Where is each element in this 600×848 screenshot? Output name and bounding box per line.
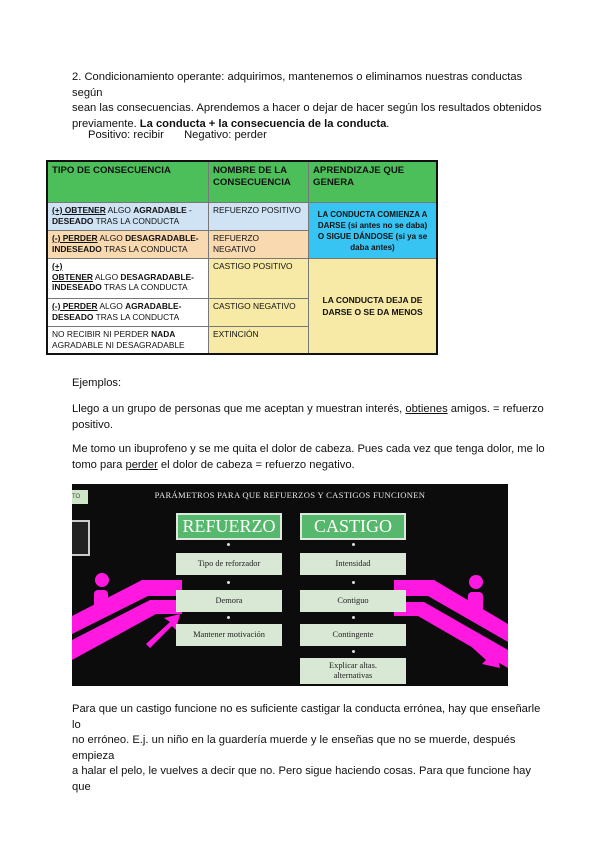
name-castigo-negativo: CASTIGO NEGATIVO (208, 298, 308, 326)
closing-paragraph (72, 702, 552, 795)
connector-dot (227, 616, 230, 619)
cell-emph: AGRADABLE- (125, 301, 182, 311)
intro-text: previamente. (72, 117, 140, 130)
cell-sign: (+) (52, 261, 63, 271)
example-text: Llego a un grupo de personas que me aceptan y muestran interés, (72, 403, 406, 415)
learning-refuerzo: LA CONDUCTA COMIENZA A DARSE (si antes no se daba) O SIGUE DÁNDOSE (si ya se daba antes) (308, 202, 436, 258)
refuerzo-item-motivacion: Mantener motivación (176, 624, 282, 646)
example-emph: obtienes (405, 403, 448, 415)
left-figure-body (94, 590, 108, 612)
connector-dot (352, 650, 355, 653)
closing-line-1: Para que un castigo funcione no es suficiente castigar la conducta errónea, hay que enseñarle lo (72, 703, 541, 731)
cell-text: NO RECIBIR NI PERDER (52, 329, 152, 339)
example-1-line-1 (72, 402, 552, 418)
name-refuerzo-negativo: REFUERZO NEGATIVO (208, 230, 308, 258)
header-nombre: NOMBRE DE LA CONSECUENCIA (208, 162, 308, 202)
connector-dot (352, 581, 355, 584)
cell-text: ALGO (97, 233, 126, 243)
legend-negativo: Negativo: perder (184, 129, 267, 141)
explicar-line-1: Explicar altas. (329, 661, 377, 670)
intro-paragraph (72, 70, 552, 132)
cell-text: TRAS LA CONDUCTA (93, 215, 180, 226)
refuerzo-item-tipo: Tipo de reforzador (176, 553, 282, 575)
cell-text: AGRADABLE NI DESAGRADABLE (52, 339, 185, 350)
castigo-item-contiguo: Contiguo (300, 590, 406, 612)
cell-text: ALGO (105, 205, 134, 215)
cell-emph: AGRADABLE (133, 205, 187, 215)
example-1-line-2: positivo. (72, 418, 114, 431)
name-refuerzo-positivo: REFUERZO POSITIVO (208, 202, 308, 230)
learning-castigo: LA CONDUCTA DEJA DE DARSE O SE DA MENOS (308, 258, 436, 353)
right-figure-head (469, 575, 483, 589)
cell-text: TRAS LA CONDUCTA (101, 282, 188, 292)
cell-text: ALGO (97, 301, 126, 311)
example-text: tomo para (72, 458, 126, 471)
intro-period: . (386, 117, 390, 130)
cell-text: TRAS LA CONDUCTA (93, 311, 180, 322)
connector-dot (227, 581, 230, 584)
cell-emph: OBTENER (52, 271, 93, 282)
castigo-item-explicar (300, 658, 406, 684)
intro-formula: La conducta + la consecuencia de la conducta (139, 117, 387, 130)
example-emph: perder (125, 458, 158, 471)
parameters-title: PARÁMETROS PARA QUE REFUERZOS Y CASTIGOS FUNCIONEN (154, 490, 426, 500)
connector-dot (352, 543, 355, 546)
intro-line-2: sean las consecuencias. Aprendemos a hacer o dejar de hacer según los resultados obtenidos (72, 102, 542, 114)
header-tipo: TIPO DE CONSECUENCIA (48, 162, 208, 202)
cell-text: - (186, 205, 192, 215)
parameters-image (72, 484, 508, 686)
consequences-table (46, 160, 438, 355)
example-text: el dolor de cabeza = refuerzo negativo. (157, 458, 355, 471)
legend-line (88, 128, 568, 144)
left-figure-head (95, 573, 109, 587)
castigo-header: CASTIGO (300, 513, 406, 540)
escalator-graphics (72, 484, 508, 686)
cell-emph: DESAGRADABLE- (125, 233, 199, 243)
castigo-item-intensidad: Intensidad (300, 553, 406, 575)
example-2 (72, 442, 552, 473)
intro-line-1: 2. Condicionamiento operante: adquirimos, mantenemos o eliminamos nuestras conductas según (72, 71, 523, 99)
table-row (48, 326, 208, 353)
example-text: amigos. = refuerzo (447, 403, 544, 415)
closing-line-2: no erróneo. E.j. un niño en la guardería muerde y le enseñas que no se muerde, después empieza (72, 734, 516, 762)
cell-sign: (-) PERDER (52, 233, 98, 243)
refuerzo-header: REFUERZO (176, 513, 282, 540)
cell-emph: DESEADO (52, 311, 94, 322)
corner-label: TO (72, 490, 88, 504)
cell-emph: DESEADO (52, 215, 94, 226)
cell-sign: (-) PERDER (52, 301, 98, 311)
cell-emph: NADA (151, 329, 176, 339)
cell-sign: (+) OBTENER (52, 205, 106, 215)
left-arrow-icon (146, 614, 180, 648)
name-extincion: EXTINCIÓN (208, 326, 308, 353)
table-row (48, 298, 208, 326)
examples-label: Ejemplos: (72, 377, 122, 389)
right-figure-body (468, 592, 483, 616)
name-castigo-positivo: CASTIGO POSITIVO (208, 258, 308, 298)
table-row (48, 258, 208, 298)
legend-positivo: Positivo: recibir (88, 129, 164, 141)
table-row (48, 202, 208, 230)
cell-emph: DESAGRADABLE-INDESEADO (52, 271, 194, 292)
explicar-line-2: alternativas (333, 671, 373, 680)
castigo-item-contingente: Contingente (300, 624, 406, 646)
closing-line-3: a halar el pelo, le vuelves a decir que no. Pero sigue haciendo cosas. Para que funcione hay que (72, 765, 531, 793)
header-aprendizaje: APRENDIZAJE QUE GENERA (308, 162, 436, 202)
example-1 (72, 402, 552, 433)
cell-text: ALGO (92, 271, 121, 282)
refuerzo-item-demora: Demora (176, 590, 282, 612)
table-row (48, 230, 208, 258)
cell-emph: INDESEADO (52, 243, 102, 254)
connector-dot (227, 543, 230, 546)
connector-dot (352, 616, 355, 619)
example-2-line-2 (72, 458, 552, 474)
cell-text: TRAS LA CONDUCTA (101, 243, 188, 254)
example-2-line-1: Me tomo un ibuprofeno y se me quita el dolor de cabeza. Pues cada vez que tenga dolor, me lo (72, 443, 545, 455)
